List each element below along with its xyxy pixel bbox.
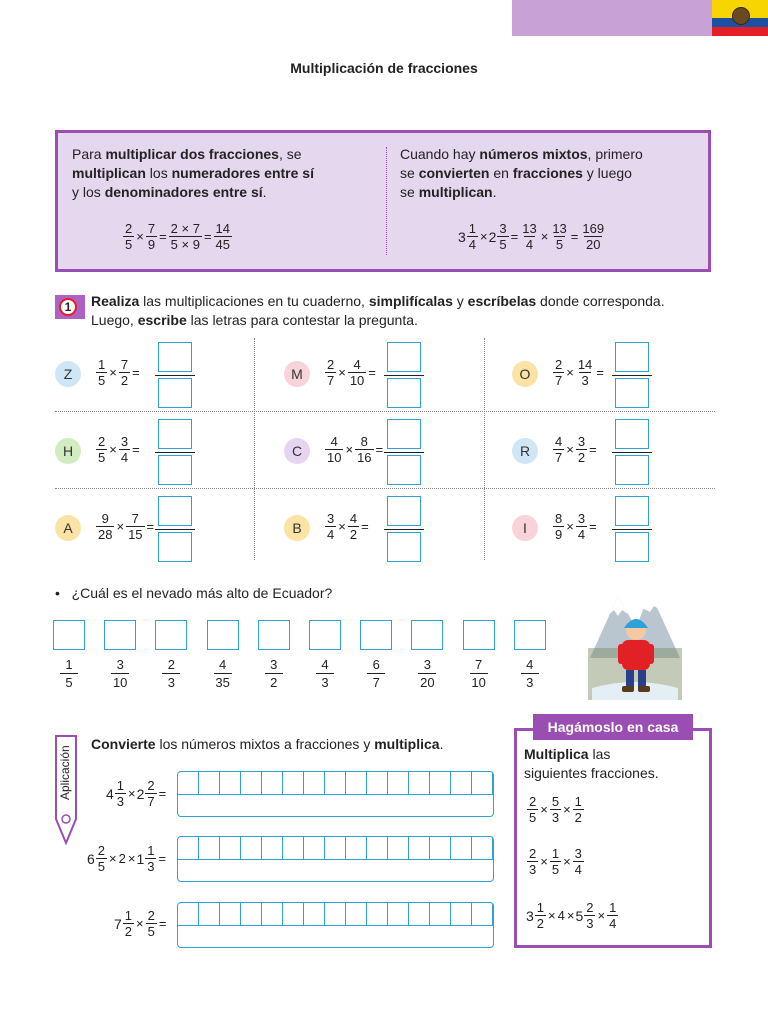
problem-letter: C [284,438,310,464]
activity-instructions: Realiza las multiplicaciones en tu cuaderno, simplifícalas y escríbelas donde corresponda. Luego, escribe las letras para contestar la pregunta. [91,293,665,328]
problem-cell [55,419,255,485]
answer-fraction-label: 3 20 [420,657,435,690]
letter-answer-box[interactable] [53,620,85,650]
problem-cell [512,496,712,562]
letter-answer-box[interactable] [514,620,546,650]
grid-divider [55,488,715,489]
answer-denominator-box[interactable] [158,455,192,485]
header-color-bar [512,0,712,36]
answer-denominator-box[interactable] [387,455,421,485]
answer-numerator-box[interactable] [158,419,192,449]
answer-denominator-box[interactable] [615,532,649,562]
answer-fraction-label: 6 7 [356,656,396,691]
home-exercise-2: $\frac{2}{3}$ × $\frac{1}{5}$ × $\frac{3}{4}$ [529,846,582,877]
question: • ¿Cuál es el nevado más alto de Ecuador? [55,585,333,601]
home-exercise-1: $\frac{2}{5}$ × $\frac{5}{3}$ × $\frac{1}{2}$ [529,794,582,825]
mountain-hiker-illustration [588,588,682,706]
problem-cell [55,496,255,562]
activity-number-badge: 1 [55,295,85,319]
home-practice-text: Multiplica las siguientes fracciones. [524,746,659,781]
problem-letter: R [512,438,538,464]
problem-letter: Z [55,361,81,387]
answer-fraction-label: 3 10 [112,657,128,690]
problem-expression: $\frac{4}{7}$ × $\frac{3}{2}$ = [555,434,597,465]
answer-denominator-box[interactable] [615,455,649,485]
problem-letter: H [55,438,81,464]
answer-numerator-box[interactable] [158,496,192,526]
answer-fraction-label: 2 3 [151,656,191,691]
problem-expression: $\frac{8}{9}$ × $\frac{3}{4}$ = [555,511,597,542]
grid-divider [55,411,715,412]
rule-box [55,130,711,272]
answer-fraction-bar [155,375,195,376]
letter-answer-box[interactable] [207,620,239,650]
problem-letter: O [512,361,538,387]
home-exercise-3: 3 $\frac{1}{2}$ × 4 × 5 $\frac{2}{3}$ × $\frac{1}{4}$ [526,900,617,931]
application-tab-label: Aplicación [58,745,72,800]
problem-letter: M [284,361,310,387]
problem-expression: $\frac{2}{7}$ × $\frac{14}{3}$ = [555,357,604,388]
application-problem-2: 6 $\frac{2}{5}$ × 2 × 1 $\frac{1}{3}$ = [87,843,167,874]
answer-denominator-box[interactable] [387,378,421,408]
answer-denominator-box[interactable] [158,532,192,562]
page-title: Multiplicación de fracciones [290,60,478,76]
problem-cell [55,342,255,408]
answer-numerator-box[interactable] [387,496,421,526]
rule-right-example: 3 $\frac{1}{4}$ × 2 $\frac{3}{5}$ = $\frac{13}{4}$ × $\frac{13}{5}$ = $\frac{169}{20}$ [458,221,605,252]
letter-answer-box[interactable] [360,620,392,650]
problem-cell [284,342,484,408]
answer-fraction-bar [612,452,652,453]
answer-fraction-bar [155,452,195,453]
answer-numerator-box[interactable] [158,342,192,372]
answer-numerator-box[interactable] [615,496,649,526]
work-grid[interactable] [177,836,494,882]
problem-expression: $\frac{9}{28}$ × $\frac{7}{15}$ = [98,511,155,542]
problem-letter: A [55,515,81,541]
problem-cell [284,496,484,562]
letter-answer-box[interactable] [411,620,443,650]
ecuador-flag-icon [712,0,768,36]
answer-fraction-bar [384,529,424,530]
answer-fraction-label: 7 10 [471,657,486,690]
letter-answer-box[interactable] [463,620,495,650]
answer-numerator-box[interactable] [615,342,649,372]
work-grid[interactable] [177,771,494,817]
answer-fraction-label: 4 3 [305,656,345,691]
problem-cell [512,342,712,408]
rule-left-example: $\frac{2}{5}$ × $\frac{7}{9}$ = $\frac{2 \times 7}{5 \times 9}$ = $\frac{14}{45}$ [125,221,230,252]
rule-right-text: Cuando hay números mixtos, primero se convierten en fracciones y luego se multiplican. [400,146,643,200]
problem-expression: $\frac{3}{4}$ × $\frac{4}{2}$ = [327,511,369,542]
answer-numerator-box[interactable] [387,342,421,372]
answer-denominator-box[interactable] [158,378,192,408]
answer-fraction-label: 3 2 [254,656,294,691]
problem-cell [512,419,712,485]
application-problem-3: 7 $\frac{1}{2}$ × $\frac{2}{5}$ = [114,908,167,939]
letter-answer-box[interactable] [104,620,136,650]
answer-numerator-box[interactable] [615,419,649,449]
problem-expression: $\frac{2}{5}$ × $\frac{3}{4}$ = [98,434,140,465]
application-instructions: Convierte los números mixtos a fracciones y multiplica. [91,736,444,752]
letter-answer-box[interactable] [155,620,187,650]
answer-fraction-label: 4 3 [510,656,550,691]
letter-answer-box[interactable] [258,620,290,650]
problem-cell [284,419,484,485]
grid-divider [484,338,485,560]
answer-denominator-box[interactable] [387,532,421,562]
answer-fraction-bar [155,529,195,530]
problem-expression: $\frac{2}{7}$ × $\frac{4}{10}$ = [327,357,376,388]
letter-answer-box[interactable] [309,620,341,650]
answer-fraction-label: 4 35 [215,657,230,690]
application-problem-1: 4 $\frac{1}{3}$ × 2 $\frac{2}{7}$ = [106,778,167,809]
answer-fraction-bar [384,452,424,453]
answer-fraction-bar [612,529,652,530]
problem-letter: B [284,515,310,541]
problem-expression: $\frac{1}{5}$ × $\frac{7}{2}$ = [98,357,140,388]
rule-left-text: Para multiplicar dos fracciones, se multiplican los numeradores entre sí y los denominadores entre sí. [72,146,314,200]
home-practice-title: Hagámoslo en casa [533,714,693,740]
problem-expression: $\frac{4}{10}$ × $\frac{8}{16}$ = [327,434,384,465]
answer-numerator-box[interactable] [387,419,421,449]
problem-letter: I [512,515,538,541]
answer-fraction-label: 1 5 [49,656,89,691]
work-grid[interactable] [177,902,494,948]
answer-fraction-bar [612,375,652,376]
answer-fraction-bar [384,375,424,376]
answer-denominator-box[interactable] [615,378,649,408]
